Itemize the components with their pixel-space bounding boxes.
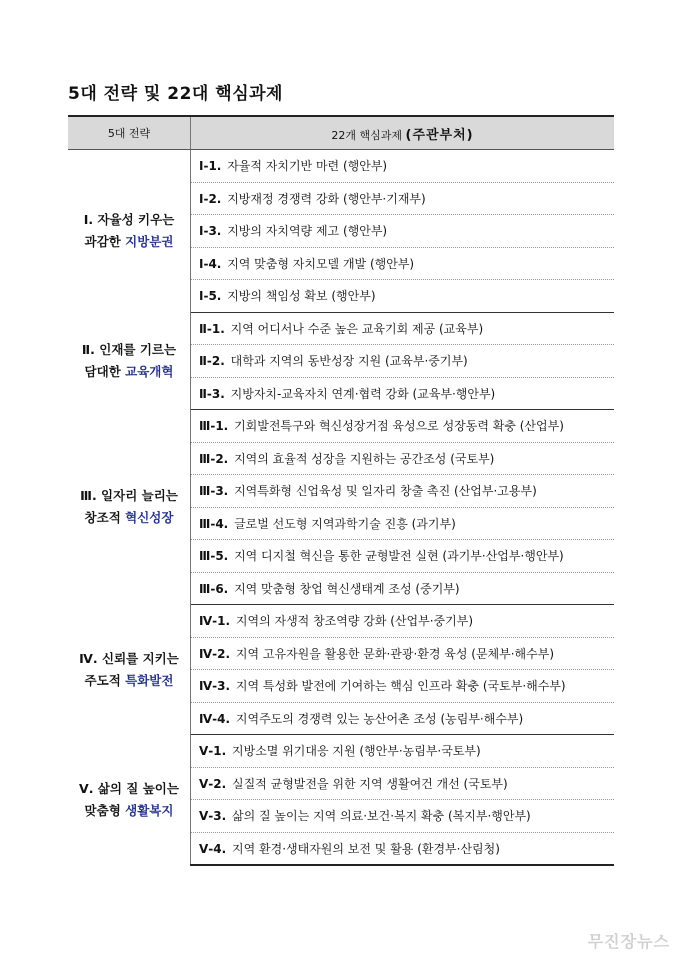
task-code: Ⅳ-3. xyxy=(199,679,231,694)
task-text: 지역 맞춤형 자치모델 개발 (행안부) xyxy=(227,256,415,271)
task-text: 지방소멸 위기대응 지원 (행안부·농림부·국토부) xyxy=(232,744,481,759)
header-tasks-label: 22개 핵심과제 xyxy=(331,128,402,142)
task-code: Ⅲ-6. xyxy=(199,581,229,596)
strategy-line1: Ⅱ. 인재를 기르는 xyxy=(81,341,177,357)
task-code: Ⅱ-1. xyxy=(199,321,225,336)
strategy-line2 xyxy=(72,231,186,253)
strategy-line1: Ⅳ. 신뢰를 지키는 xyxy=(79,650,179,666)
task-text: 지역 디지철 혁신을 통한 균형발전 실현 (과기부·산업부·행안부) xyxy=(234,549,564,564)
task-cell xyxy=(191,637,615,670)
strategy-cell xyxy=(68,150,191,313)
watermark: 무진장뉴스 xyxy=(587,932,670,951)
header-tasks xyxy=(191,116,615,150)
strategy-cell xyxy=(68,605,191,735)
task-text: 지역 환경·생태자원의 보전 및 활용 (환경부·산림청) xyxy=(232,841,500,856)
task-code: Ⅲ-5. xyxy=(199,549,229,564)
task-cell xyxy=(191,312,615,345)
task-cell xyxy=(191,182,615,215)
task-text: 지역주도의 경쟁력 있는 농산어촌 조성 (농림부·해수부) xyxy=(235,711,524,726)
task-code: Ⅰ-4. xyxy=(199,256,222,271)
task-cell xyxy=(191,605,615,638)
task-code: Ⅲ-2. xyxy=(199,451,229,466)
strategy-line2-prefix: 담대한 xyxy=(84,363,126,379)
table-row xyxy=(68,410,614,443)
task-text: 실질적 균형발전을 위한 지역 생활여건 개선 (국토부) xyxy=(232,776,508,791)
strategy-line2-prefix: 과감한 xyxy=(84,234,126,249)
task-text: 자율적 자치기반 마련 (행안부) xyxy=(227,159,388,174)
table-row xyxy=(68,150,614,183)
strategy-line2 xyxy=(72,800,186,822)
task-cell xyxy=(191,247,615,280)
strategy-line1: Ⅴ. 삶의 질 높이는 xyxy=(79,780,179,796)
task-text: 글로벌 선도형 지역과학기술 진흥 (과기부) xyxy=(234,516,456,531)
strategy-line2-prefix: 창조적 xyxy=(84,510,126,525)
task-text: 지방의 자치역량 제고 (행안부) xyxy=(227,224,388,239)
task-code: Ⅴ-3. xyxy=(199,809,227,824)
task-code: Ⅰ-1. xyxy=(199,159,222,174)
task-text: 지역의 자생적 창조역량 강화 (산업부·중기부) xyxy=(235,614,473,629)
strategy-line1: Ⅲ. 일자리 늘리는 xyxy=(80,488,178,503)
table-body xyxy=(68,150,614,866)
strategy-highlight: 특화발전 xyxy=(125,672,174,688)
strategy-cell xyxy=(68,735,191,866)
page-title: 5대 전략 및 22대 핵심과제 xyxy=(68,84,283,104)
header-tasks-ministry: (주관부처) xyxy=(405,127,474,143)
strategy-line2-prefix: 맞춤형 xyxy=(84,802,126,818)
task-code: Ⅱ-3. xyxy=(199,386,225,401)
task-text: 기회발전특구와 혁신성장거점 육성으로 성장동력 확충 (산업부) xyxy=(234,419,564,434)
task-cell xyxy=(191,800,615,833)
strategy-highlight: 혁신성장 xyxy=(125,510,174,525)
task-cell xyxy=(191,702,615,735)
task-text: 지역 특성화 발전에 기여하는 핵심 인프라 확충 (국토부·해수부) xyxy=(235,679,566,694)
task-text: 지역 어디서나 수준 높은 교육기회 제공 (교육부) xyxy=(230,321,484,336)
task-code: Ⅲ-4. xyxy=(199,516,229,531)
strategy-cell xyxy=(68,312,191,410)
task-code: Ⅱ-2. xyxy=(199,354,225,369)
task-cell xyxy=(191,475,615,508)
task-text: 지역 고유자원을 활용한 문화·관광·환경 육성 (문체부·해수부) xyxy=(235,646,554,661)
table-row xyxy=(68,735,614,768)
strategy-line2 xyxy=(72,361,186,383)
task-cell xyxy=(191,832,615,865)
task-text: 지방자치-교육자치 연계·협력 강화 (교육부·행안부) xyxy=(230,386,496,401)
task-code: Ⅴ-2. xyxy=(199,776,227,791)
task-code: Ⅴ-1. xyxy=(199,744,227,759)
task-text: 지역의 효율적 성장을 지원하는 공간조성 (국토부) xyxy=(234,451,495,466)
strategy-line2 xyxy=(72,507,186,529)
strategy-highlight: 생활복지 xyxy=(125,802,174,818)
task-code: Ⅰ-2. xyxy=(199,191,222,206)
task-code: Ⅲ-3. xyxy=(199,484,229,499)
task-code: Ⅳ-4. xyxy=(199,711,231,726)
strategy-highlight: 교육개혁 xyxy=(125,363,174,379)
task-cell xyxy=(191,345,615,378)
task-cell xyxy=(191,767,615,800)
task-cell xyxy=(191,572,615,605)
task-text: 지방재정 경쟁력 강화 (행안부·기재부) xyxy=(227,191,426,206)
table-header-row xyxy=(68,116,614,150)
task-code: Ⅳ-1. xyxy=(199,614,231,629)
task-cell xyxy=(191,215,615,248)
task-cell xyxy=(191,410,615,443)
task-text: 지역 맞춤형 창업 혁신생태계 조성 (중기부) xyxy=(234,581,460,596)
table-row xyxy=(68,312,614,345)
strategy-line2 xyxy=(72,670,186,692)
strategy-cell xyxy=(68,410,191,605)
task-cell xyxy=(191,280,615,313)
task-code: Ⅴ-4. xyxy=(199,841,227,856)
task-cell xyxy=(191,540,615,573)
task-cell xyxy=(191,442,615,475)
task-code: Ⅰ-3. xyxy=(199,224,222,239)
task-text: 지역특화형 신업육성 및 일자리 창출 촉진 (산업부·고용부) xyxy=(234,484,537,499)
strategy-table xyxy=(68,115,614,866)
strategy-line2-prefix: 주도적 xyxy=(84,672,126,688)
task-cell xyxy=(191,735,615,768)
table-row xyxy=(68,605,614,638)
strategy-highlight: 지방분권 xyxy=(125,234,174,249)
task-text: 대학과 지역의 동반성장 지원 (교육부·중기부) xyxy=(230,354,468,369)
task-code: Ⅲ-1. xyxy=(199,419,229,434)
task-cell xyxy=(191,507,615,540)
task-text: 지방의 책임성 확보 (행안부) xyxy=(227,289,376,304)
task-cell xyxy=(191,377,615,410)
header-strategy: 5대 전략 xyxy=(68,116,191,150)
task-cell xyxy=(191,670,615,703)
task-cell xyxy=(191,150,615,183)
task-code: Ⅰ-5. xyxy=(199,289,222,304)
task-code: Ⅳ-2. xyxy=(199,646,231,661)
strategy-line1: Ⅰ. 자율성 키우는 xyxy=(83,212,175,227)
task-text: 삶의 질 높이는 지역 의료·보건·복지 확충 (복지부·행안부) xyxy=(232,809,531,824)
